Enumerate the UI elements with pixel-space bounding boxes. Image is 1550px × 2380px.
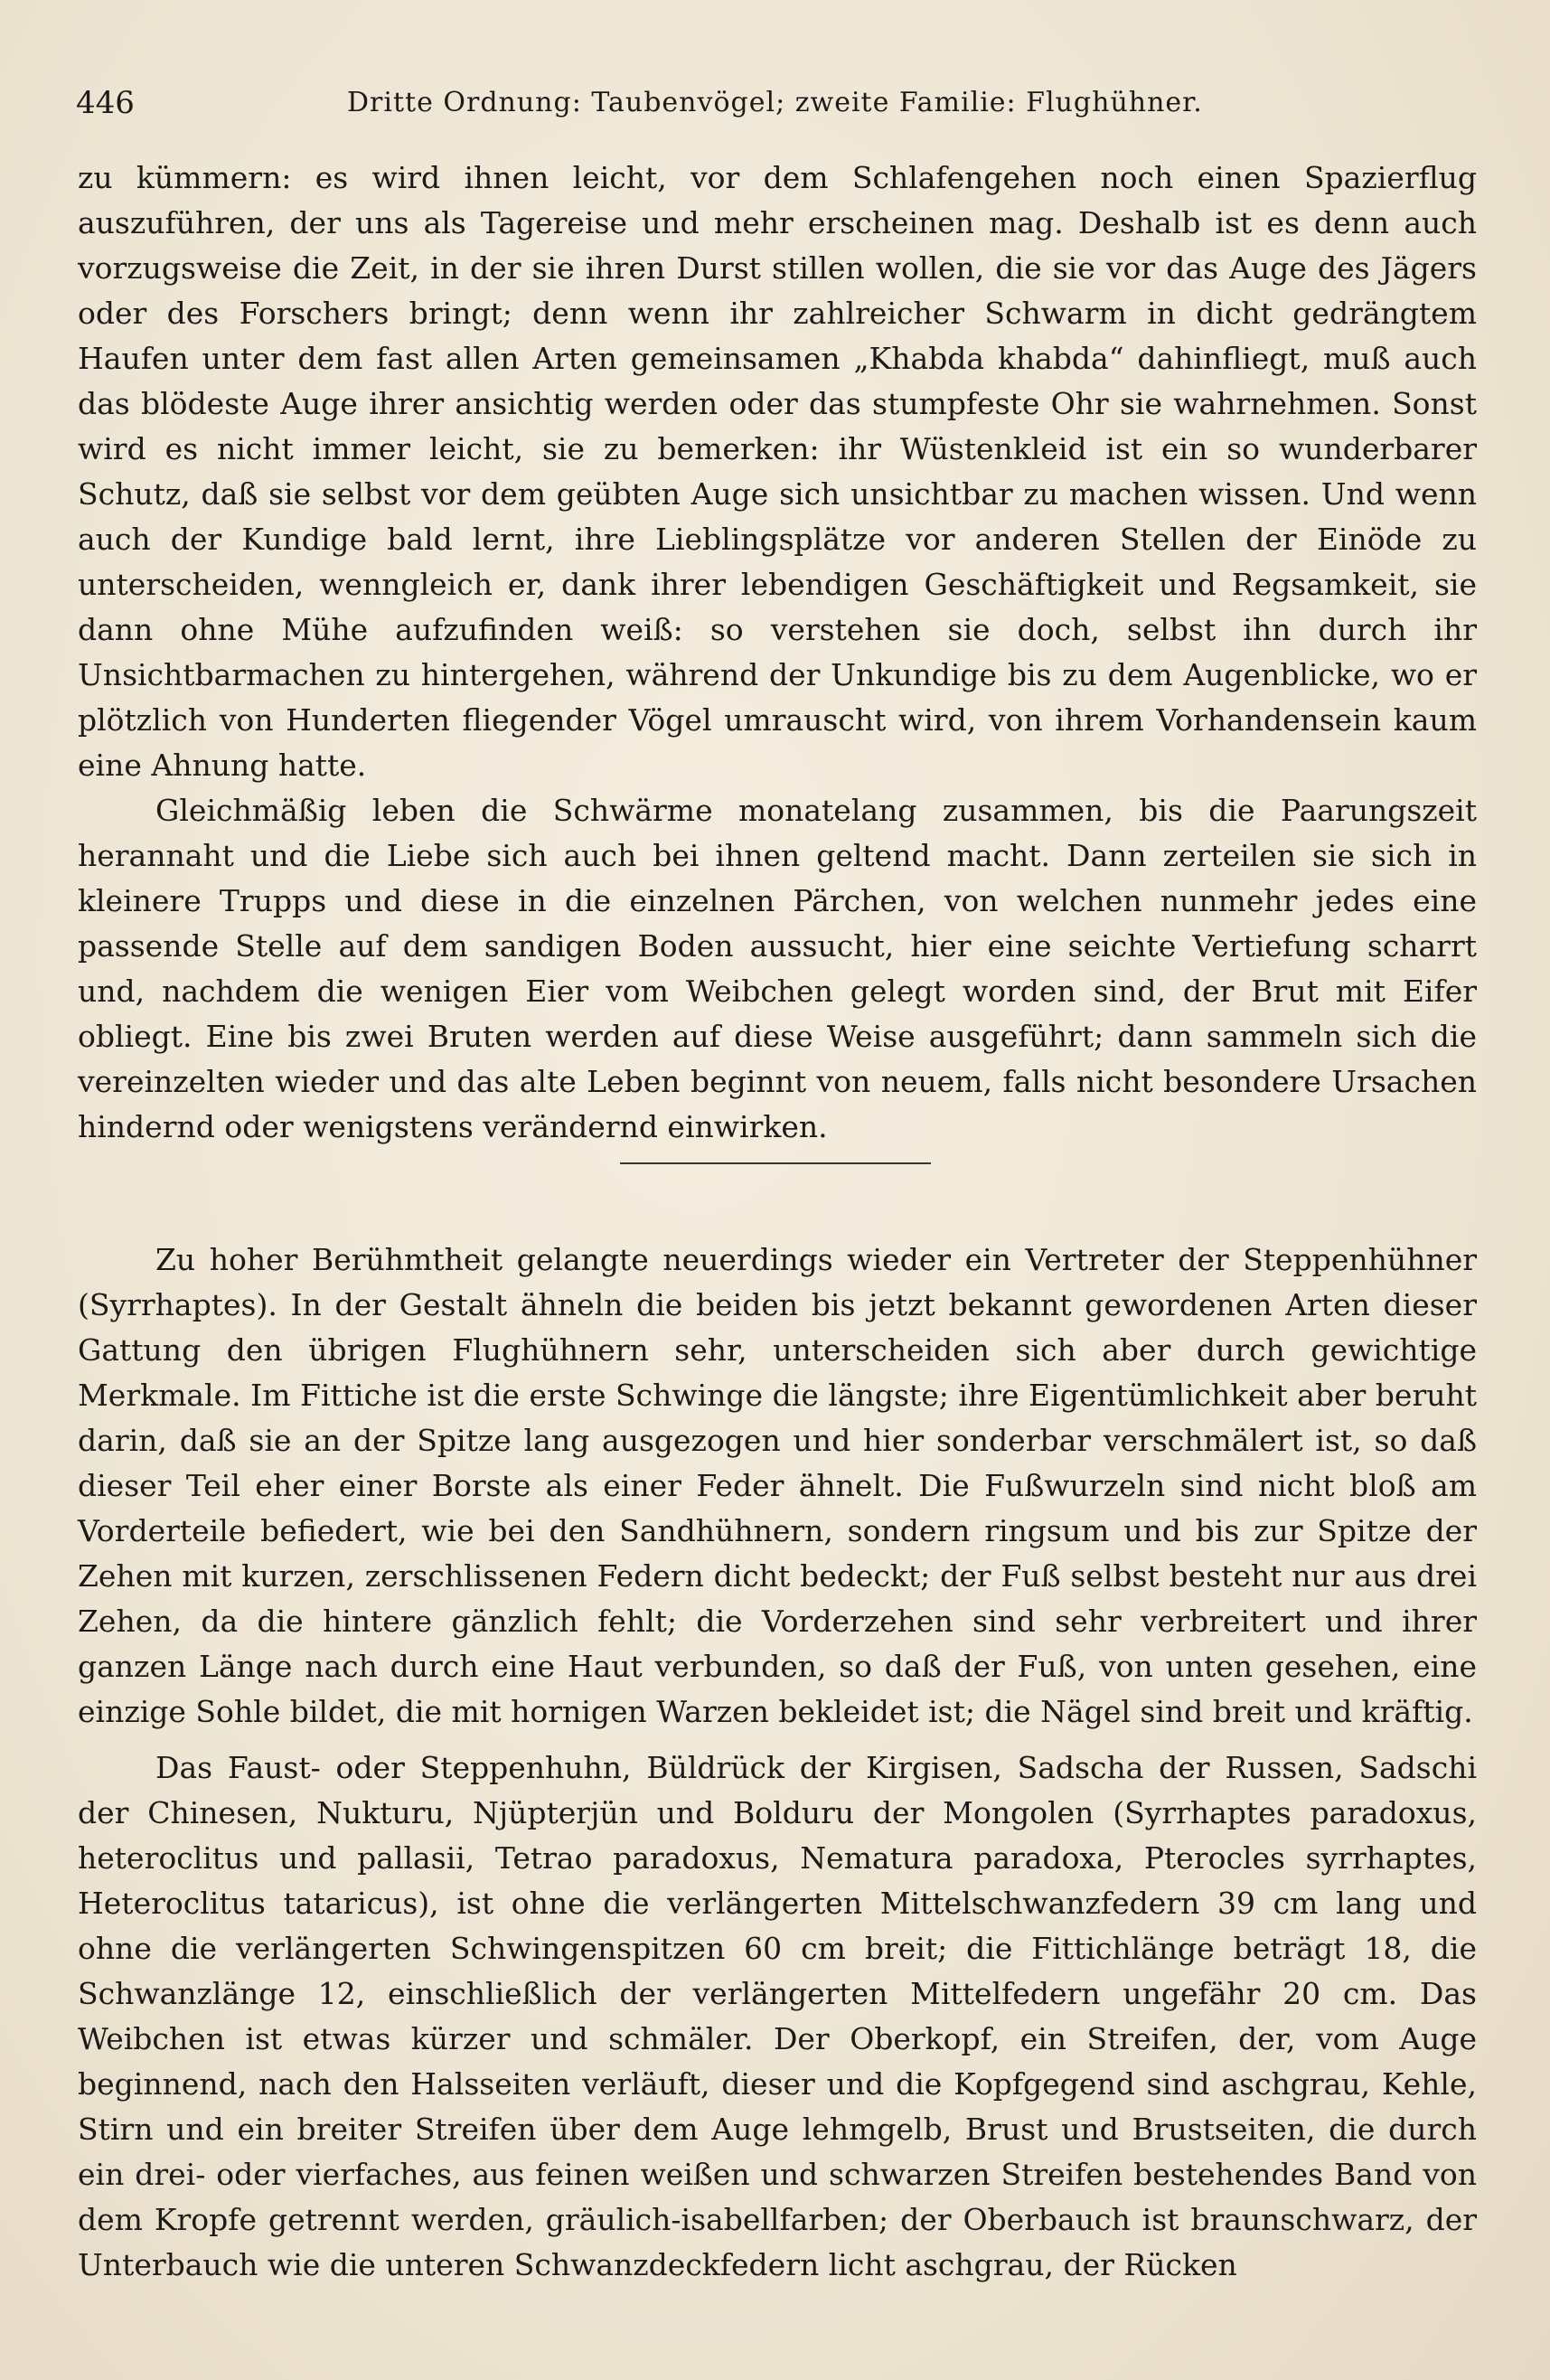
paragraph-species-steppenhuhn: Das Faust- oder Steppenhuhn, Büldrück der Kirgisen, Sadscha der Russen, Sadschi der Chinesen, Nukturu, Njüpterjün und Bolduru der Mongolen (Syrrhaptes paradoxus, heteroclitus und pallasii, Tetrao paradoxus, Nematura paradoxa, Pterocles syrrhaptes, Heteroclitus tataricus), ist ohne die verlängerten Mittelschwanzfedern 39 cm lang und ohne die verlängerten Schwingenspitzen 60 cm breit; die Fittichlänge beträgt 18, die Schwanzlänge 12, einschließlich der verlängerten Mittelfedern ungefähr 20 cm. Das Weibchen ist etwas kürzer und schmäler. Der Oberkopf, ein Streifen, der, vom Auge beginnend, nach den Halsseiten verläuft, dieser und die Kopfgegend sind aschgrau, Kehle, Stirn und ein breiter Streifen über dem Auge lehmgelb, Brust und Brustseiten, die durch ein drei- oder vierfaches, aus feinen weißen und schwarzen Streifen bestehendes Band von dem Kropfe getrennt werden, gräulich-isabellfarben; der Oberbauch ist braunschwarz, der Unterbauch wie die unteren Schwanzdeckfedern licht aschgrau, der Rücken (78, 1750, 1477, 2282)
paragraph-breeding: Gleichmäßig leben die Schwärme monatelang zusammen, bis die Paarungszeit herannaht und die Liebe sich auch bei ihnen geltend macht. Dann zerteilen sie sich in kleinere Trupps und diese in die einzelnen Pärchen, von welchen nunmehr jedes eine passende Stelle auf dem sandigen Boden aussucht, hier eine seichte Vertiefung scharrt und, nachdem die wenigen Eier vom Weibchen gelegt worden sind, der Brut mit Eifer obliegt. Eine bis zwei Bruten werden auf diese Weise ausgeführt; dann sammeln sich die vereinzelten wieder und das alte Leben beginnt von neuem, falls nicht besondere Ursachen hindernd oder wenigstens verändernd einwirken. (78, 793, 1477, 1144)
paragraph-continuation: zu kümmern: es wird ihnen leicht, vor dem Schlafengehen noch einen Spazierflug auszuführen, der uns als Tagereise und mehr erscheinen mag. Deshalb ist es denn auch vorzugsweise die Zeit, in der sie ihren Durst stillen wollen, die sie vor das Auge des Jägers oder des Forschers bringt; denn wenn ihr zahlreicher Schwarm in dicht gedrängtem Haufen unter dem fast allen Arten gemeinsamen „Khabda khabda“ dahinfliegt, muß auch das blödeste Auge ihrer ansichtig werden oder das stumpfeste Ohr sie wahrnehmen. Sonst wird es nicht immer leicht, sie zu bemerken: ihr Wüstenkleid ist ein so wunderbarer Schutz, daß sie selbst vor dem geübten Auge sich unsichtbar zu machen wissen. Und wenn auch der Kundige bald lernt, ihre Lieblingsplätze vor anderen Stellen der Einöde zu unterscheiden, wenngleich er, dank ihrer lebendigen Geschäftigkeit und Regsamkeit, sie dann ohne Mühe aufzufinden weiß: so verstehen sie doch, selbst ihn durch ihr Unsichtbarmachen zu hintergehen, während der Unkundige bis zu dem Augenblicke, wo er plötzlich von Hunderten fliegender Vögel umrauscht wird, von ihrem Vorhandensein kaum eine Ahnung hatte. (78, 160, 1477, 783)
section-divider (620, 1162, 931, 1164)
page-number: 446 (76, 85, 135, 121)
running-head: Dritte Ordnung: Taubenvögel; zweite Familie: Flughühner. (347, 87, 1203, 118)
page-header (76, 83, 1486, 123)
text-block-genus (78, 1237, 1477, 1735)
paragraph-genus-syrrhaptes: Zu hoher Berühmtheit gelangte neuerdings wieder ein Vertreter der Steppenhühner (Syrrhaptes). In der Gestalt ähneln die beiden bis jetzt bekannt gewordenen Arten dieser Gattung den übrigen Flughühnern sehr, unterscheiden sich aber durch gewichtige Merkmale. Im Fittiche ist die erste Schwinge die längste; ihre Eigentümlichkeit aber beruht darin, daß sie an der Spitze lang ausgezogen und hier sonderbar verschmälert ist, so daß dieser Teil eher einer Borste als einer Feder ähnelt. Die Fußwurzeln sind nicht bloß am Vorderteile befiedert, wie bei den Sandhühnern, sondern ringsum und bis zur Spitze der Zehen mit kurzen, zerschlissenen Federn dicht bedeckt; der Fuß selbst besteht nur aus drei Zehen, da die hintere gänzlich fehlt; die Vorderzehen sind sehr verbreitert und ihrer ganzen Länge nach durch eine Haut verbunden, so daß der Fuß, von unten gesehen, eine einzige Sohle bildet, die mit hornigen Warzen bekleidet ist; die Nägel sind breit und kräftig. (78, 1242, 1477, 1729)
text-block-species (78, 1745, 1477, 2288)
text-block-before-divider (78, 155, 1477, 1150)
